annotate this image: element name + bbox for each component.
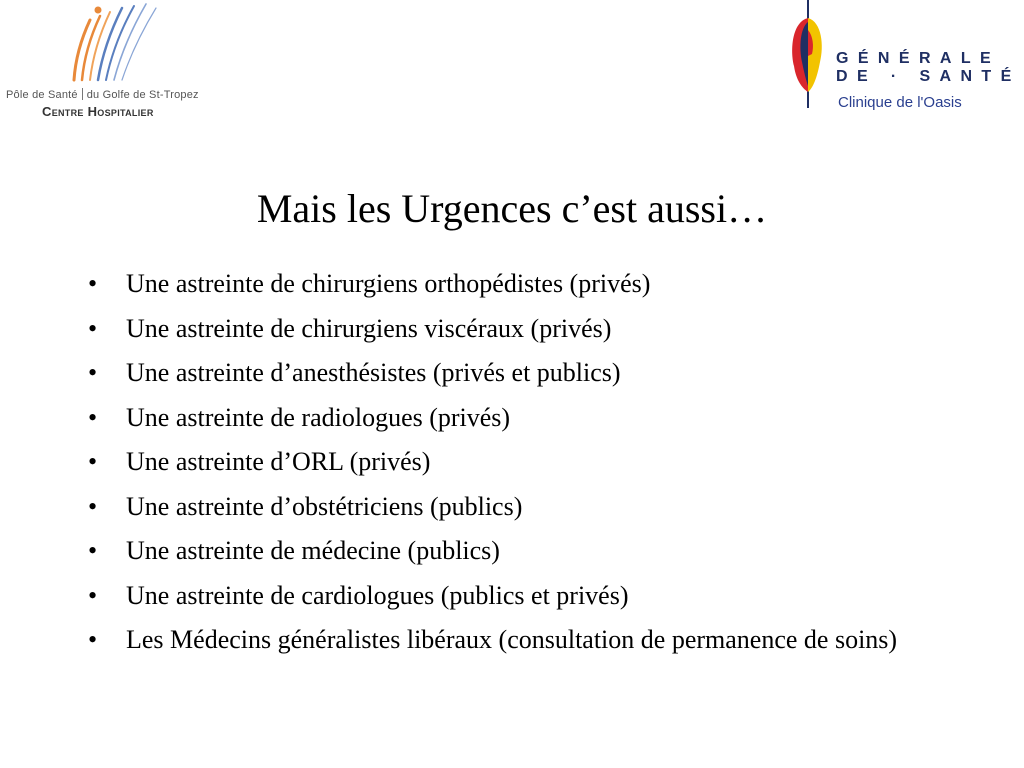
list-item-text: Les Médecins généralistes libéraux (consultation de permanence de soins) bbox=[126, 625, 898, 654]
list-item bbox=[88, 313, 988, 344]
list-item-text: Une astreinte de radiologues (privés) bbox=[126, 402, 511, 432]
bullet-icon: • bbox=[88, 358, 98, 387]
bullet-icon: • bbox=[88, 269, 98, 298]
clinic-name: Clinique de l'Oasis bbox=[838, 94, 962, 111]
list-item-text: Une astreinte d’anesthésistes (privés et publics) bbox=[126, 358, 621, 387]
list-item bbox=[88, 624, 988, 655]
list-item-text: Une astreinte de médecine (publics) bbox=[126, 536, 500, 565]
clinic-brand-line2: DE · SANTÉ bbox=[836, 68, 1021, 85]
list-item bbox=[88, 402, 988, 433]
list-item-text: Une astreinte de chirurgiens viscéraux (privés) bbox=[126, 313, 612, 343]
bullet-icon: • bbox=[88, 402, 98, 432]
clinic-logo bbox=[780, 0, 1024, 120]
hospital-logo-name: Centre Hospitalier bbox=[42, 104, 154, 119]
list-item-text: Une astreinte d’ORL (privés) bbox=[126, 447, 431, 476]
bullet-icon: • bbox=[88, 625, 98, 654]
list-item bbox=[88, 357, 988, 388]
list-item-text: Une astreinte d’obstétriciens (publics) bbox=[126, 491, 523, 521]
hospital-logo-golfe: du Golfe de St-Tropez bbox=[86, 89, 199, 101]
bullet-list bbox=[88, 268, 988, 669]
list-item-text: Une astreinte de cardiologues (publics et privés) bbox=[126, 580, 629, 610]
list-item bbox=[88, 491, 988, 522]
list-item-text: Une astreinte de chirurgiens orthopédistes (privés) bbox=[126, 269, 651, 298]
bullet-icon: • bbox=[88, 580, 98, 610]
sail-swoosh-icon bbox=[60, 0, 170, 86]
bullet-icon: • bbox=[88, 491, 98, 521]
list-item bbox=[88, 268, 988, 299]
slide-title: Mais les Urgences c’est aussi… bbox=[256, 186, 768, 231]
bullet-icon: • bbox=[88, 536, 98, 565]
hospital-logo-pole: Pôle de Santé bbox=[6, 89, 78, 101]
hospital-logo-line1 bbox=[6, 88, 199, 101]
bullet-icon: • bbox=[88, 447, 98, 476]
list-item bbox=[88, 535, 988, 566]
hospital-logo bbox=[0, 0, 260, 130]
list-item bbox=[88, 580, 988, 611]
clinic-brand-line1: GÉNÉRALE bbox=[836, 50, 1001, 67]
list-item bbox=[88, 446, 988, 477]
logo-dot bbox=[95, 7, 102, 14]
bullet-icon: • bbox=[88, 313, 98, 343]
face-emblem-icon bbox=[786, 0, 830, 110]
